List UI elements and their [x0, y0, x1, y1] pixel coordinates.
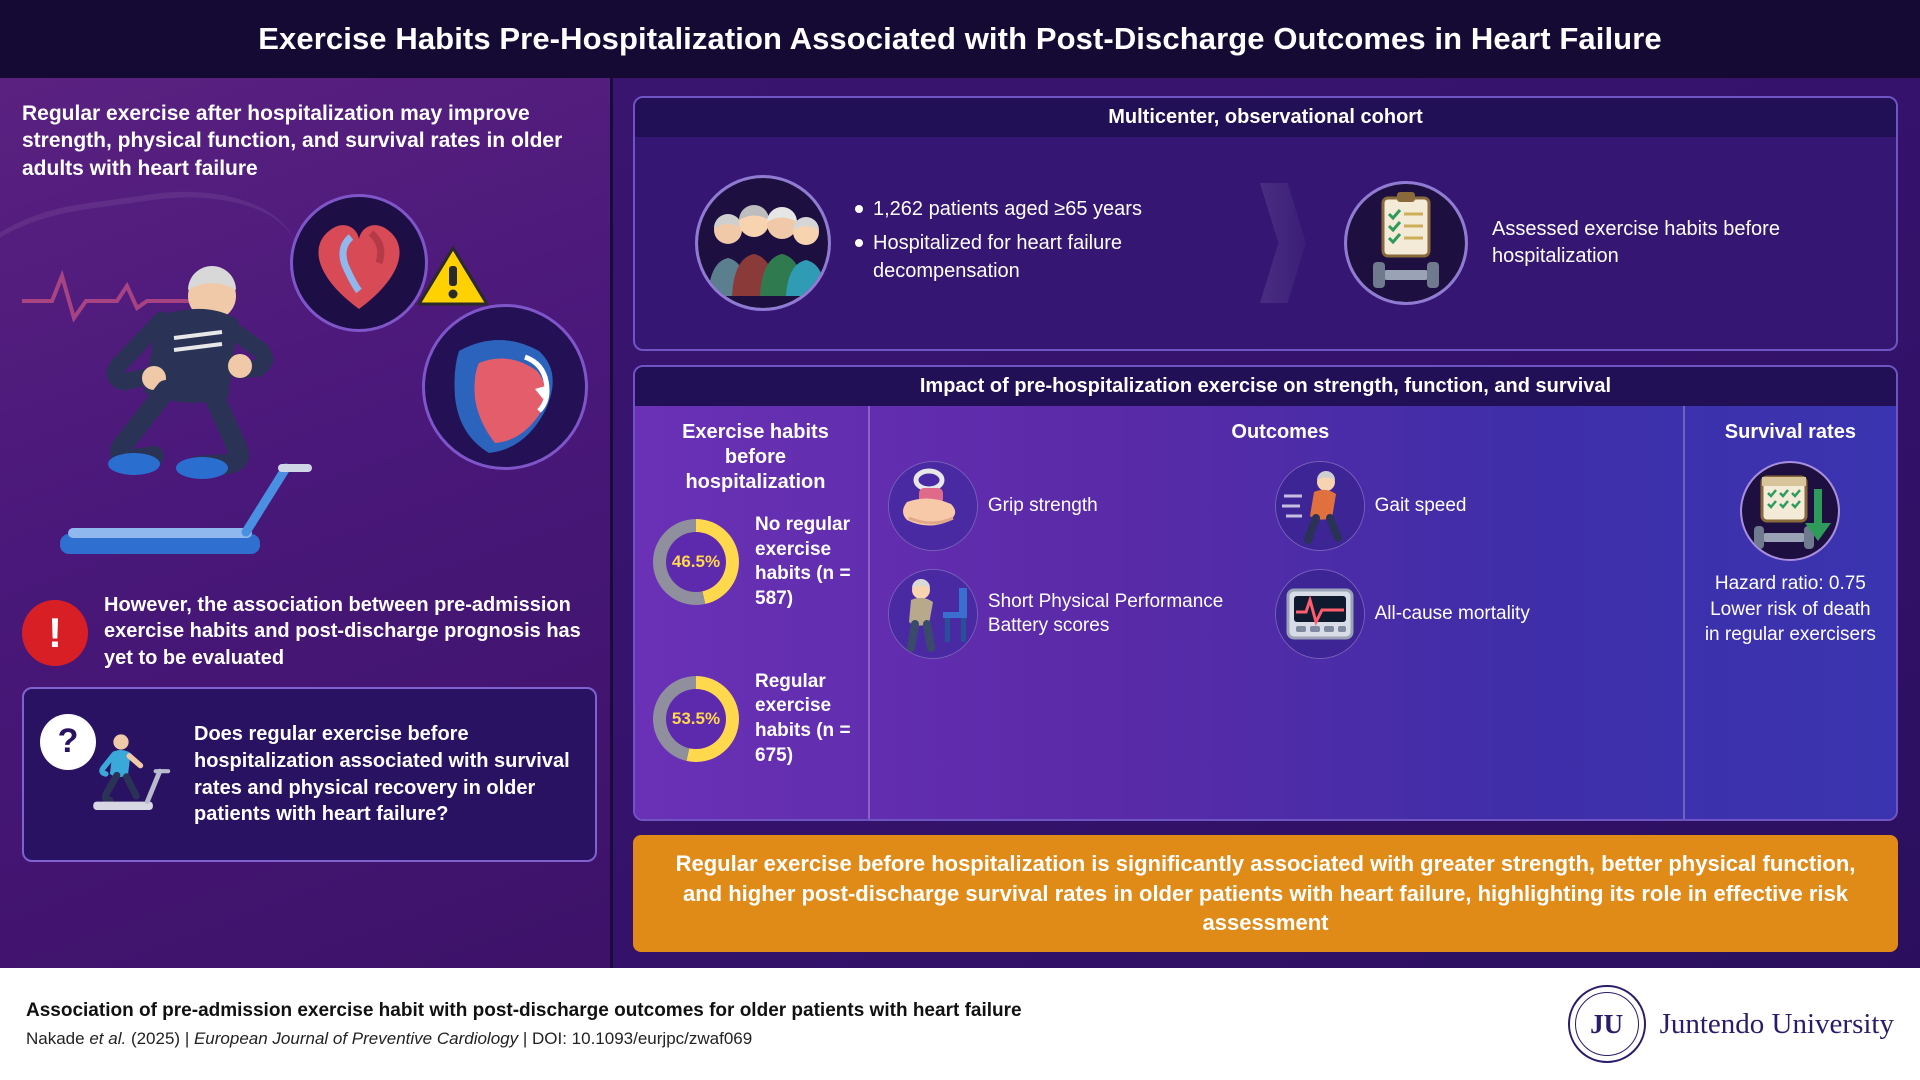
monitor-icon	[1275, 569, 1365, 659]
donut-percent-regular: 53.5%	[671, 709, 721, 729]
however-block	[22, 592, 590, 671]
poster-footer	[0, 968, 1920, 1080]
outcome-sppb	[888, 569, 1265, 659]
warning-triangle-icon	[417, 244, 489, 308]
grip-strength-icon	[888, 461, 978, 551]
logo-ring	[1575, 992, 1639, 1056]
calendar-dumbbell-down-icon	[1740, 461, 1840, 561]
treadmill-runner-small-icon	[78, 706, 182, 846]
logo-mark-icon	[1568, 985, 1646, 1063]
conclusion-banner: Regular exercise before hospitalization is significantly associated with greater strength, better physical function, and higher post-discharge survival rates in older patients with heart failure, highlighting its role in effective risk assessment	[633, 835, 1898, 952]
donut-percent-no-regular: 46.5%	[671, 552, 721, 572]
habit-row-no-regular	[653, 513, 858, 612]
citation-block	[26, 1000, 1022, 1049]
runner-illustration	[22, 186, 597, 586]
survival-line1: Hazard ratio: 0.75	[1714, 573, 1866, 594]
lead-statement: Regular exercise after hospitalization may improve strength, physical function, and survival rates in older adults with heart failure	[22, 102, 563, 180]
question-mark-icon: ?	[40, 714, 96, 770]
donut-chart-regular	[653, 676, 739, 762]
arrow-chevron-icon	[1260, 183, 1306, 303]
older-runner-icon	[62, 246, 297, 546]
outcomes-heading: Outcomes	[1231, 421, 1330, 443]
habit-label-no-regular: No regular exercise habits (n = 587)	[755, 514, 851, 610]
outcome-label: Short Physical Performance Battery scores	[987, 591, 1224, 636]
people-icon	[698, 178, 828, 308]
outcome-grip-strength	[888, 461, 1265, 551]
clipboard-dumbbell-icon	[1347, 184, 1465, 302]
left-panel	[0, 78, 613, 968]
outcome-label: Gait speed	[1374, 495, 1467, 517]
chair-stand-test-icon	[889, 570, 977, 658]
research-question-box	[22, 687, 597, 862]
outcome-label: Grip strength	[987, 495, 1098, 517]
exclamation-icon: !	[22, 600, 88, 666]
list-item: Hospitalized for heart failure decompensation	[853, 229, 1248, 285]
assessment-icon-circle	[1344, 181, 1468, 305]
survival-icon	[1742, 463, 1838, 559]
hand-dynamometer-icon	[889, 462, 977, 550]
heart-cross-section-icon	[425, 307, 585, 467]
survival-column	[1685, 406, 1896, 819]
habit-label-regular: Regular exercise habits (n = 675)	[755, 670, 851, 766]
ecg-monitor-icon	[1276, 570, 1364, 658]
assessment-text: Assessed exercise habits before hospitalization	[1492, 218, 1780, 267]
study-title: Association of pre-admission exercise habit with post-discharge outcomes for older patients with heart failure	[26, 999, 1022, 1021]
exercise-habits-heading-line2: before hospitalization	[685, 446, 826, 493]
gait-speed-icon	[1275, 461, 1365, 551]
separator: |	[522, 1028, 528, 1048]
heart-icon	[293, 197, 425, 329]
outcomes-grid	[888, 461, 1673, 669]
exercise-habits-heading	[653, 420, 858, 495]
logo-name: Juntendo University	[1659, 1007, 1894, 1040]
journal-name: European Journal of Preventive Cardiology	[193, 1028, 519, 1048]
page-title: Exercise Habits Pre-Hospitalization Associated with Post-Discharge Outcomes in Heart Failure	[258, 21, 1662, 56]
survival-heading: Survival rates	[1724, 421, 1856, 443]
cohort-content	[635, 137, 1896, 349]
survival-line2: Lower risk of death	[1710, 598, 1871, 620]
impact-columns	[635, 406, 1896, 819]
list-item: 1,262 patients aged ≥65 years	[853, 195, 1248, 223]
university-logo	[1568, 985, 1894, 1063]
citation-line	[26, 1029, 1022, 1049]
poster-header	[0, 0, 1920, 80]
year: (2025)	[130, 1028, 181, 1048]
impact-title: Impact of pre-hospitalization exercise on strength, function, and survival	[635, 367, 1896, 406]
heart-anatomy-circle	[290, 194, 428, 332]
research-question-text: Does regular exercise before hospitalization associated with survival rates and physical recovery in older patients with heart failure?	[194, 723, 570, 826]
poster-body	[0, 78, 1920, 968]
outcome-label: All-cause mortality	[1374, 603, 1530, 625]
walking-person-icon	[1276, 462, 1364, 550]
impact-panel	[633, 365, 1898, 821]
cohort-bullet-list	[853, 195, 1248, 291]
heart-closeup-circle	[422, 304, 588, 470]
cohort-title: Multicenter, observational cohort	[635, 98, 1896, 137]
right-panel	[613, 78, 1920, 968]
sppb-chair-icon	[888, 569, 978, 659]
etal: et al.	[89, 1028, 127, 1048]
logo-initials: JU	[1590, 1008, 1624, 1039]
separator: |	[184, 1028, 190, 1048]
habit-row-regular	[653, 670, 858, 769]
however-text: However, the association between pre-admission exercise habits and post-discharge prognosis has yet to be evaluated	[104, 593, 581, 669]
donut-chart-no-regular	[653, 519, 739, 605]
question-illustration	[34, 700, 184, 850]
doi: DOI: 10.1093/eurjpc/zwaf069	[532, 1028, 753, 1048]
outcomes-column	[870, 406, 1685, 819]
survival-text	[1695, 571, 1886, 648]
patients-group-icon	[695, 175, 831, 311]
outcome-mortality	[1275, 569, 1652, 659]
authors: Nakade	[26, 1028, 85, 1048]
exercise-habits-column	[635, 406, 870, 819]
outcome-gait-speed	[1275, 461, 1652, 551]
exercise-habits-heading-line1: Exercise habits	[682, 421, 829, 443]
cohort-panel	[633, 96, 1898, 351]
survival-line3: in regular exercisers	[1704, 624, 1876, 646]
